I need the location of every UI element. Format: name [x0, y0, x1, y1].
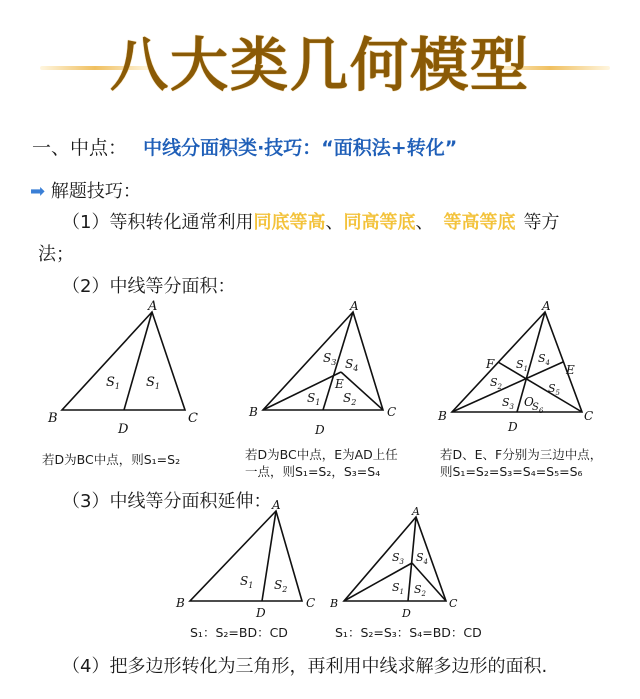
section-heading	[32, 133, 457, 160]
section-topic: 中线分面积类·技巧：“面积法+转化”	[143, 137, 458, 159]
caption-figure-1: 若D为BC中点，则S₁=S₂	[42, 452, 181, 467]
label-a: A	[272, 498, 281, 512]
label-s5: $S_5$	[548, 382, 561, 397]
label-a: A	[148, 300, 158, 314]
page-title: 八大类几何模型	[109, 31, 530, 99]
label-f: F	[486, 357, 495, 371]
caption-figure-2-line-2: 一点，则S₁=S₂，S₃=S₄	[245, 464, 381, 479]
section-number: 一、中点：	[32, 137, 128, 159]
label-c: C	[584, 409, 594, 423]
item-1	[62, 208, 559, 234]
tips-heading-label: 解题技巧：	[50, 181, 141, 202]
caption-figure-3-line-1: 若D、E、F分别为三边中点，	[440, 447, 603, 462]
caption-figure-5: S₁：S₂=S₃：S₄=BD：CD	[335, 625, 482, 640]
label-c: C	[387, 405, 397, 419]
label-s4: $S_4$	[416, 551, 429, 566]
label-s2: $S_2$	[343, 391, 357, 407]
label-b: B	[249, 405, 258, 419]
item-2: （2）中线等分面积：	[62, 276, 236, 297]
label-b: B	[438, 409, 447, 423]
label-c: C	[306, 596, 316, 610]
label-d: D	[256, 606, 266, 620]
label-d: D	[118, 422, 129, 437]
label-s3: $S_3$	[502, 396, 515, 411]
label-d: D	[508, 420, 518, 434]
label-s6: $S_6$	[532, 402, 544, 415]
figure-extension-2	[330, 505, 480, 625]
figure-three-medians	[432, 300, 622, 440]
item-1-continued: 法；	[38, 244, 74, 265]
item-1-sep-2: 、	[415, 212, 434, 233]
figure-median-with-point	[245, 300, 425, 440]
label-a: A	[542, 300, 551, 313]
label-d: D	[315, 423, 325, 437]
caption-figure-4: S₁：S₂=BD：CD	[190, 625, 288, 640]
triangle-abc	[62, 312, 185, 410]
label-s1: $S_1$	[240, 574, 254, 590]
label-o: O	[524, 395, 534, 409]
label-d: D	[402, 607, 411, 620]
label-s1-right: $S_1$	[146, 375, 160, 391]
item-1-suffix: 等方	[523, 212, 560, 233]
label-s4: $S_4$	[538, 352, 551, 367]
label-s1: $S_1$	[392, 581, 405, 596]
highlight-1: 同底等高	[253, 212, 326, 233]
label-s3: $S_3$	[323, 351, 337, 367]
label-s2: $S_2$	[414, 583, 427, 598]
arrow-right-icon: ➡	[30, 181, 46, 202]
label-s2: $S_2$	[490, 376, 503, 391]
label-c: C	[188, 411, 198, 426]
figure-midline-triangle	[40, 300, 220, 440]
item-4: （4）把多边形转化为三角形，再利用中线求解多边形的面积.	[62, 656, 548, 677]
caption-figure-3-line-2: 则S₁=S₂=S₃=S₄=S₅=S₆	[440, 464, 583, 479]
highlight-2: 同高等底	[343, 212, 416, 233]
label-s2: $S_2$	[274, 578, 288, 594]
label-e: E	[335, 377, 344, 391]
label-s3: $S_3$	[392, 551, 405, 566]
tips-heading	[30, 177, 141, 203]
label-e: E	[566, 363, 575, 377]
title-banner	[0, 14, 640, 99]
label-s1: $S_1$	[516, 358, 529, 373]
caption-figure-2-line-1: 若D为BC中点，E为AD上任	[245, 447, 398, 462]
figure-extension-1	[172, 497, 322, 622]
item-1-prefix: （1）等积转化通常利用	[62, 212, 254, 233]
label-b: B	[176, 596, 185, 610]
label-s4: $S_4$	[345, 357, 359, 373]
label-s1: $S_1$	[307, 391, 321, 407]
item-3: （3）中线等分面积延伸：	[62, 491, 272, 512]
label-b: B	[330, 597, 339, 610]
label-a: A	[350, 300, 359, 313]
label-s1-left: $S_1$	[106, 375, 120, 391]
item-1-sep-1: 、	[325, 212, 344, 233]
highlight-3: 等高等底	[443, 212, 516, 233]
label-a: A	[412, 505, 420, 518]
label-c: C	[449, 597, 458, 610]
label-b: B	[48, 411, 58, 426]
